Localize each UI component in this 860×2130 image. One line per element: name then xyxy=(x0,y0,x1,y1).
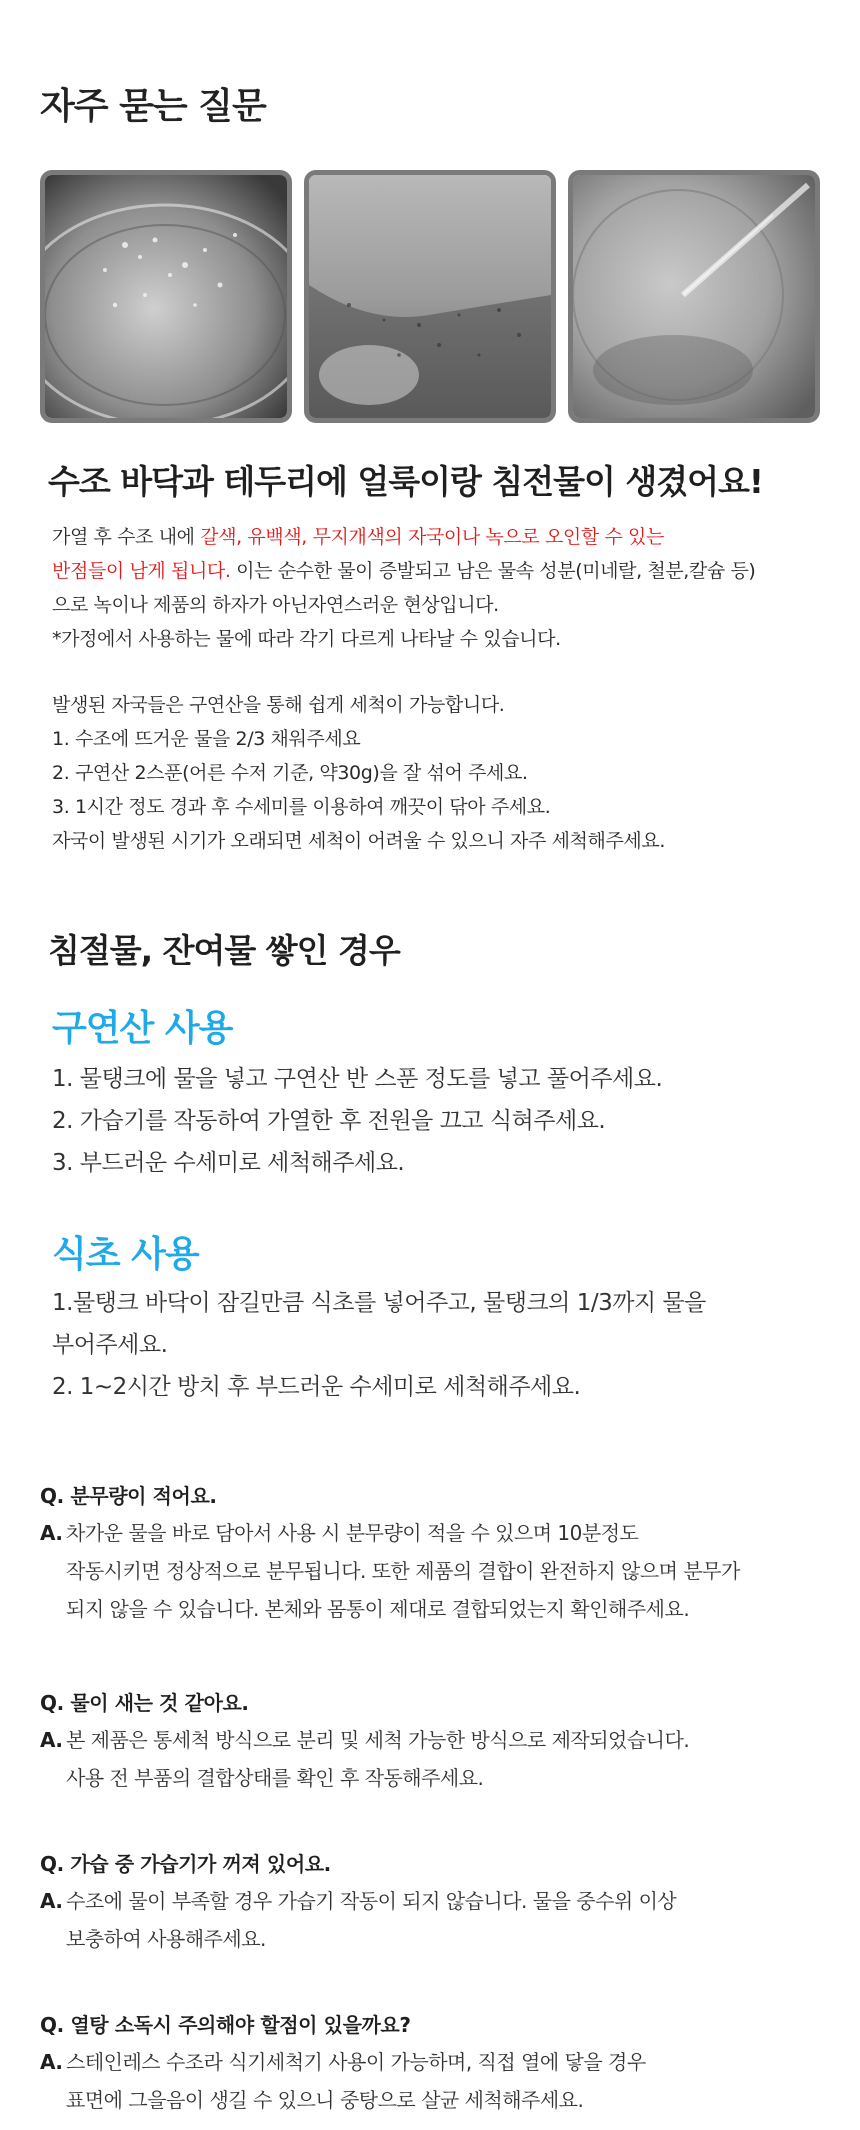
vinegar-steps xyxy=(52,1282,812,1408)
paragraph-line xyxy=(52,520,812,554)
answer-line: 수조에 물이 부족할 경우 가습기 작동이 되지 않습니다. 물을 중수위 이상 xyxy=(66,1889,677,1913)
photo-gallery xyxy=(40,170,820,423)
text: 가열 후 수조 내에 xyxy=(52,526,201,548)
faq-item xyxy=(40,1685,820,1797)
faq-item xyxy=(40,1478,820,1628)
answer-line: 되지 않을 수 있습니다. 본체와 몸통이 제대로 결합되었는지 확인해주세요. xyxy=(66,1597,690,1621)
step-item: 1. 물탱크에 물을 넣고 구연산 반 스푼 정도를 넣고 풀어주세요. xyxy=(52,1066,663,1092)
stain-explanation-paragraph xyxy=(52,520,812,656)
paragraph-line: 2. 구연산 2스푼(어른 수저 기준, 약30g)을 잘 섞어 주세요. xyxy=(52,762,528,784)
answer-line: 작동시키면 정상적으로 분무됩니다. 또한 제품의 결합이 완전하지 않으며 분무가 xyxy=(66,1559,740,1583)
answer-line: 차가운 물을 바로 담아서 사용 시 분무량이 적을 수 있으며 10분정도 xyxy=(66,1521,639,1545)
vinegar-heading: 식초 사용 xyxy=(52,1234,199,1275)
step-item: 1.물탱크 바닥이 잠길만큼 식초를 넣어주고, 물탱크의 1/3까지 물을 xyxy=(52,1290,706,1316)
answer-marker: A. xyxy=(40,2050,63,2074)
faq-question: Q. 열탕 소독시 주의해야 할점이 있을까요? xyxy=(40,2013,411,2037)
faq-answer xyxy=(40,1882,820,1958)
answer-marker: A. xyxy=(40,1521,63,1545)
faq-answer xyxy=(40,1721,820,1797)
highlight-text: 반점들이 남게 됩니다. xyxy=(52,560,231,582)
section-heading-residue: 침절물, 잔여물 쌓인 경우 xyxy=(48,931,400,970)
tank-edge-residue-photo xyxy=(304,170,556,423)
faq-question: Q. 물이 새는 것 같아요. xyxy=(40,1691,249,1715)
answer-line: 보충하여 사용해주세요. xyxy=(66,1927,266,1951)
paragraph-line: 발생된 자국들은 구연산을 통해 쉽게 세척이 가능합니다. xyxy=(52,694,505,716)
answer-line: 사용 전 부품의 결합상태를 확인 후 작동해주세요. xyxy=(66,1766,484,1790)
paragraph-line: 으로 녹이나 제품의 하자가 아닌자연스러운 현상입니다. xyxy=(52,594,499,616)
faq-question: Q. 분무량이 적어요. xyxy=(40,1484,217,1508)
text: 이는 순수한 물이 증발되고 남은 물속 성분(미네랄, 철분,칼슘 등) xyxy=(230,560,756,582)
highlight-text: 갈색, 유백색, 무지개색의 자국이나 녹으로 오인할 수 있는 xyxy=(200,526,664,548)
answer-marker: A. xyxy=(40,1728,63,1752)
tank-bottom-stain-photo xyxy=(568,170,820,423)
faq-question: Q. 가습 중 가습기가 꺼져 있어요. xyxy=(40,1852,331,1876)
paragraph-line: 1. 수조에 뜨거운 물을 2/3 채워주세요 xyxy=(52,728,361,750)
answer-marker: A. xyxy=(40,1889,63,1913)
paragraph-line: 3. 1시간 정도 경과 후 수세미를 이용하여 깨끗이 닦아 주세요. xyxy=(52,796,551,818)
paragraph-line: 자국이 발생된 시기가 오래되면 세척이 어려울 수 있으니 자주 세척해주세요. xyxy=(52,830,665,852)
citric-acid-steps xyxy=(52,1058,812,1184)
cleaning-instructions-paragraph xyxy=(52,688,812,858)
answer-line: 표면에 그을음이 생길 수 있으니 중탕으로 살균 세척해주세요. xyxy=(66,2088,584,2112)
step-item: 2. 가습기를 작동하여 가열한 후 전원을 끄고 식혀주세요. xyxy=(52,1108,606,1134)
water-tank-bubbles-photo xyxy=(40,170,292,423)
citric-acid-heading: 구연산 사용 xyxy=(52,1008,233,1049)
step-item: 2. 1~2시간 방치 후 부드러운 수세미로 세척해주세요. xyxy=(52,1374,581,1400)
section-heading-stains: 수조 바닥과 테두리에 얼룩이랑 침전물이 생겼어요! xyxy=(48,462,763,501)
faq-item xyxy=(40,2007,820,2119)
faq-item xyxy=(40,1846,820,1958)
page-title: 자주 묻는 질문 xyxy=(40,86,266,127)
step-item: 3. 부드러운 수세미로 세척해주세요. xyxy=(52,1150,405,1176)
faq-answer xyxy=(40,1514,820,1628)
faq-answer xyxy=(40,2043,820,2119)
paragraph-line xyxy=(52,554,812,588)
paragraph-line: *가정에서 사용하는 물에 따라 각기 다르게 나타날 수 있습니다. xyxy=(52,628,561,650)
step-item: 부어주세요. xyxy=(52,1332,168,1358)
answer-line: 스테인레스 수조라 식기세척기 사용이 가능하며, 직접 열에 닿을 경우 xyxy=(66,2050,646,2074)
answer-line: 본 제품은 통세척 방식으로 분리 및 세척 가능한 방식으로 제작되었습니다. xyxy=(66,1728,690,1752)
